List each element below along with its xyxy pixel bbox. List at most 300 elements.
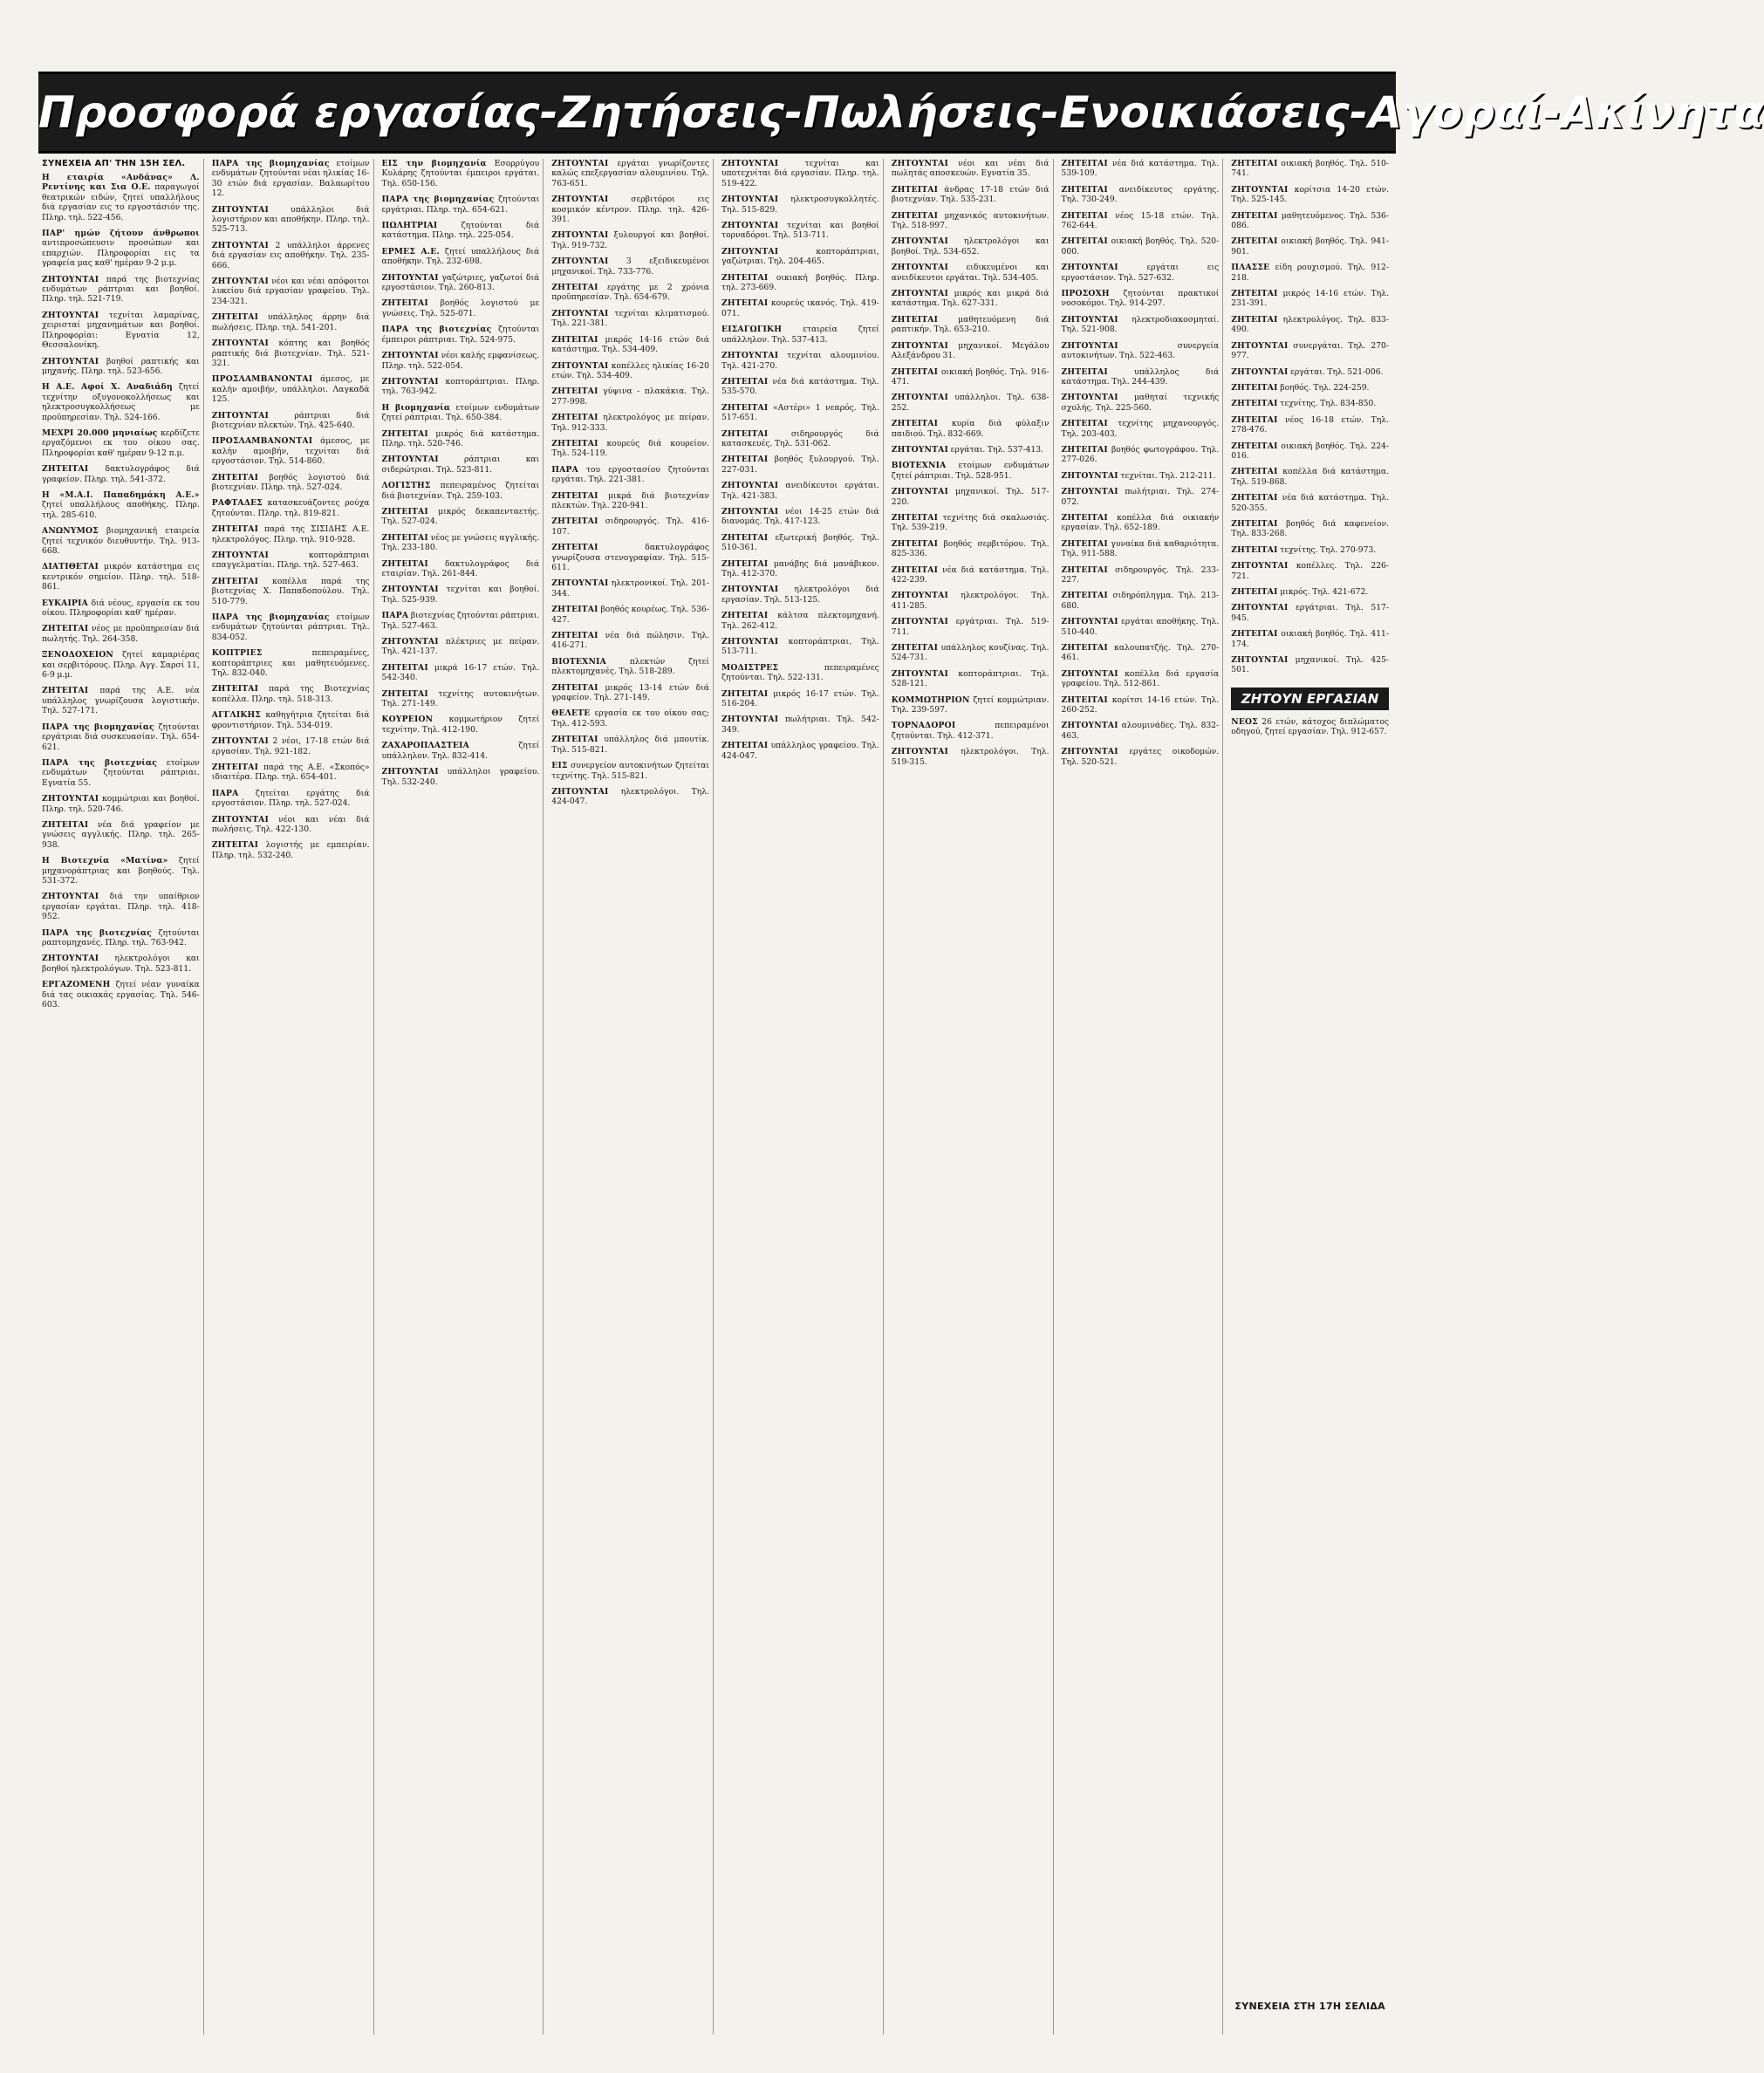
ad-text: ζητεί υπαλλήλους διά αποθήκην. Τηλ. 232-698. (381, 246, 540, 267)
ad-lead: ΖΗΤΕΙΤΑΙ (1231, 518, 1278, 529)
ad-text: μηχανικοί. Τηλ. 425-501. (1231, 655, 1389, 675)
ad-lead: ΖΗΤΟΥΝΤΑΙ (891, 289, 948, 299)
classified-ad (892, 211, 1050, 231)
ad-text: παρά της ΣΙΣΙΔΗΣ Α.Ε. ηλεκτρολόγος. Πληρ. τηλ. 910-928. (211, 524, 370, 544)
ad-lead: ΖΗΤΕΙΤΑΙ (721, 428, 769, 439)
ad-text: νέος με προϋπηρεσίαν διά πωλητής. Τηλ. 264-358. (42, 624, 200, 644)
ad-lead: ΖΗΤΕΙΤΑΙ (891, 419, 939, 429)
classified-ad (1062, 211, 1220, 231)
ad-text: νέα διά πώλησιν. Τηλ. 416-271. (551, 631, 709, 651)
ad-lead: ΕΙΣ (551, 761, 568, 771)
classified-ad (1231, 493, 1389, 513)
ad-lead: ΖΗΤΟΥΝΤΑΙ (1061, 470, 1118, 481)
classified-ad (1231, 545, 1389, 555)
classified-ad (382, 715, 540, 735)
ad-lead: ΖΗΤΟΥΝΤΑΙ (891, 393, 948, 403)
ad-lead: ΖΗΤΕΙΤΑΙ (1231, 399, 1278, 409)
classified-ad (892, 315, 1050, 335)
ad-lead: ΖΗΤΕΙΤΑΙ (1061, 236, 1108, 247)
classified-ad (42, 624, 200, 644)
ad-lead: ΖΗΤΟΥΝΤΑΙ (1231, 655, 1289, 666)
ad-lead: ΖΗΤΕΙΤΑΙ (1231, 629, 1278, 640)
ad-text: τεχνίται και βοηθοί τορναδόροι. Τηλ. 513-711. (721, 221, 879, 241)
ad-lead: ΖΗΤΕΙΤΑΙ (1231, 236, 1278, 247)
ad-lead: ΖΗΤΕΙΤΑΙ (551, 631, 598, 641)
classified-ad (1062, 591, 1220, 611)
ad-lead: ΖΗΤΕΙΤΑΙ (721, 558, 769, 569)
ad-text: νέα διά κατάστημα. Τηλ. 539-109. (1061, 159, 1220, 179)
ad-lead: Η Α.Ε. Αφοί Χ. Αναδιάδη (42, 382, 173, 393)
ad-text: κοπέλλες ηλικίας 16-20 ετών. Τηλ. 534-409. (551, 360, 709, 380)
ad-lead: ΖΗΤΕΙΤΑΙ (1061, 538, 1108, 549)
ad-lead: ΖΗΤΕΙΤΑΙ (381, 662, 428, 673)
ad-text: ετοίμων ενδυμάτων ζητούνται ράπτριαι. Τηλ. 834-052. (211, 612, 370, 642)
ad-text: παρά της Α.Ε. «Σκοπός» ιδιαιτέρα. Πληρ. τηλ. 654-401. (211, 762, 370, 783)
ad-lead: ΖΗΤΟΥΝΤΑΙ (891, 591, 948, 601)
ad-text: γαζώτριες, γαζωτοί διά εργοστάσιον. Τηλ. 260-813. (381, 272, 540, 293)
ad-text: τεχνίται αλουμινίου. Τηλ. 421-270. (721, 351, 879, 371)
ad-lead: ΖΗΤΕΙΤΑΙ (551, 517, 598, 527)
ad-text: ζητεί κομμώτριαν. Τηλ. 239-597. (891, 694, 1050, 715)
ad-lead: ΖΗΤΕΙΤΑΙ (1061, 564, 1108, 575)
ad-lead: ΠΑΡΑ της βιοτεχνίας (381, 325, 492, 335)
ad-lead: ΠΑΡΑ της βιομηχανίας (42, 722, 154, 732)
classified-ad (721, 481, 879, 501)
ad-lead: ΞΕΝΟΔΟΧΕΙΟΝ (42, 650, 114, 660)
ad-text: νέος με γνώσεις αγγλικής. Τηλ. 233-180. (381, 532, 540, 553)
ad-text: ετοίμων ενδυμάτων ζητούνται ράπτριαι. Εγνατία 55. (42, 757, 200, 788)
ad-lead: ΖΗΤΟΥΝΤΑΙ (42, 794, 99, 804)
classified-ad (212, 577, 370, 606)
classified-ad (42, 229, 200, 269)
ad-column (721, 159, 884, 2035)
ad-text: μικρά διά βιοτεχνίαν πλεκτών. Τηλ. 220-941. (551, 490, 709, 510)
ad-text: πλεκτών ζητεί πλεκτομηχανές. Τηλ. 518-289. (551, 656, 709, 677)
ad-text: εργάται. Τηλ. 537-413. (950, 444, 1044, 455)
ad-lead: ΒΙΟΤΕΧΝΙΑ (891, 461, 947, 471)
classified-ad (42, 794, 200, 814)
ad-lead: ΖΗΤΟΥΝΤΑΙ (1061, 668, 1118, 679)
classified-ad (551, 631, 709, 651)
ad-lead: ΖΗΤΕΙΤΑΙ (42, 624, 89, 634)
ad-text: οικιακή βοηθός. Τηλ. 510-741. (1231, 159, 1389, 179)
classified-ad (42, 173, 200, 222)
ad-text: βοηθός λογιστού διά βιοτεχνίαν. Πληρ. τηλ. 527-024. (211, 472, 370, 492)
ad-lead: ΖΗΤΟΥΝΤΑΙ (891, 487, 948, 497)
ad-lead: ΖΗΤΟΥΝΤΑΙ (211, 736, 269, 747)
ad-text: τεχνίτης μηχανουργός. Τηλ. 203-403. (1061, 419, 1220, 439)
ad-text: τεχνίται λαμαρίνας, χειρισταί μηχανημάτων και βοηθοί. Πληροφορίαι: Εγνατία 12, Θεσσαλονίκη. (42, 310, 200, 351)
classified-ad (551, 761, 709, 781)
ad-lead: ΖΗΤΟΥΝΤΑΙ (891, 617, 948, 627)
ad-lead: ΖΗΤΟΥΝΤΑΙ (1061, 263, 1118, 273)
ad-lead: ΤΟΡΝΑΔΟΡΟΙ (891, 721, 956, 731)
classified-ad (212, 312, 370, 332)
ad-lead: ΖΗΤΟΥΝΤΑΙ (551, 195, 609, 205)
classified-ad (1231, 415, 1389, 435)
ad-lead: ΠΡΟΣΟΧΗ (1061, 289, 1110, 299)
classified-ad (721, 741, 879, 761)
ad-lead: ΚΟΠΤΡΙΕΣ (211, 648, 263, 659)
classified-ad (212, 612, 370, 642)
ad-lead: ΖΗΤΟΥΝΤΑΙ (721, 506, 779, 517)
classified-ad (1231, 519, 1389, 539)
ad-lead: ΖΗΤΟΥΝΤΑΙ (1231, 340, 1289, 351)
ad-text: νέα διά κατάστημα. Τηλ. 422-239. (891, 564, 1050, 585)
ad-lead: ΖΗΤΕΙΤΑΙ (891, 643, 939, 653)
classified-ad (892, 695, 1050, 715)
ad-text: κοπέλλα διά εργασία γραφείου. Τηλ. 512-861. (1061, 668, 1220, 689)
ad-text: ανειδίκευτος εργάτης. Τηλ. 730-249. (1061, 184, 1220, 205)
ad-lead: ΖΗΤΕΙΤΑΙ (891, 366, 939, 377)
classified-ad (1062, 367, 1220, 387)
ad-lead: ΖΗΤΕΙΤΑΙ (551, 283, 598, 293)
classified-ad (42, 275, 200, 304)
ad-text: καλουπατζής. Τηλ. 270-461. (1061, 643, 1220, 663)
ad-lead: ΜΟΔΙΣΤΡΕΣ (721, 662, 779, 673)
ad-text: ζητεί υπαλλήλους αποθήκης. Πληρ. τηλ. 285-610. (42, 500, 200, 520)
classified-ad (892, 565, 1050, 585)
classified-ad (1231, 341, 1389, 361)
ad-text: ηλεκτρολόγος με πείραν. Τηλ. 912-333. (551, 413, 710, 433)
ad-text: του εργοστασίου ζητούνται εργάται. Τηλ. 221-381. (551, 464, 709, 485)
classified-ad (42, 928, 200, 948)
ad-lead: ΖΗΤΟΥΝΤΑΙ (721, 246, 779, 257)
classified-ad (382, 351, 540, 371)
ad-lead: ΖΗΤΟΥΝΤΑΙ (381, 351, 439, 361)
classified-ad (1062, 747, 1220, 767)
classified-ad (892, 721, 1050, 741)
classified-ad (1062, 236, 1220, 257)
classified-ad (212, 411, 370, 431)
ad-lead: ΖΗΤΟΥΝΤΑΙ (551, 786, 609, 797)
classified-ad (551, 283, 709, 303)
ad-text: ζητούνται πρακτικοί νοσοκόμοι. Τηλ. 914-297. (1061, 289, 1220, 309)
ad-text: κομμώτριαι και βοηθοί. Πληρ. τηλ. 520-746. (42, 794, 200, 814)
ad-lead: ΖΗΤΕΙΤΑΙ (551, 334, 598, 345)
classified-ad (212, 339, 370, 368)
ad-text: εξωτερική βοηθός. Τηλ. 510-361. (721, 532, 879, 553)
ad-lead: ΖΗΤΕΙΤΑΙ (1061, 419, 1108, 429)
ad-text: βοηθός κουρέως. Τηλ. 536-427. (551, 605, 710, 625)
ad-text: τεχνίτης. Τηλ. 270-973. (1280, 544, 1377, 555)
classified-ad (551, 787, 709, 807)
classified-ad (892, 185, 1050, 205)
classified-ad (1062, 471, 1220, 481)
ad-text: κορίτσι 14-16 ετών. Τηλ. 260-252. (1061, 694, 1220, 715)
classified-ad (1062, 315, 1220, 335)
classified-ad (721, 611, 879, 631)
ad-text: υπάλληλοι γραφείου. Τηλ. 532-240. (381, 767, 540, 787)
classified-ad (382, 533, 540, 553)
ad-lead: Η εταιρία «Ανδάνας» Λ. Ρεντίνης και Σια Ο.Ε. (42, 173, 200, 193)
ad-text: κομμωτήριον ζητεί τεχνίτην. Τηλ. 412-190. (381, 715, 540, 735)
classified-ad (551, 708, 709, 729)
ad-text: διά την υπαίθριον εργασίαν εργάται. Πληρ. τηλ. 418-952. (42, 892, 200, 922)
ad-text: οικιακή βοηθός. Τηλ. 520-000. (1061, 236, 1220, 257)
ads-columns (42, 159, 1392, 2035)
classified-ad (212, 205, 370, 235)
ad-text: κατασκευάζοντες ρούχα ζητούνται. Πληρ. τηλ. 819-821. (211, 498, 370, 518)
classified-ad (212, 789, 370, 809)
ad-text: υπάλληλοι διά λογιστήριον και αποθήκην. Πληρ. τηλ. 525-713. (211, 204, 370, 235)
ad-text: πεπειραμένοι ζητούνται. Τηλ. 412-371. (891, 721, 1050, 741)
ad-lead: ΖΗΤΟΥΝΤΑΙ (1061, 393, 1118, 403)
ad-text: ζητούνται εργάτριαι. Πληρ. τηλ. 654-621. (381, 195, 540, 215)
classified-ad (721, 273, 879, 293)
ad-lead: ΖΗΤΕΙΤΑΙ (551, 543, 598, 553)
ad-text: ζητούνται διά κατάστημα. Πληρ. τηλ. 225-054. (381, 221, 540, 241)
classified-ad (551, 517, 709, 537)
classified-ad (382, 455, 540, 475)
ad-lead: ΖΗΤΕΙΤΑΙ (721, 455, 769, 465)
classified-ad (212, 374, 370, 404)
ad-lead: ΖΗΤΕΙΤΑΙ (1061, 591, 1108, 601)
ad-text: μικρός 16-17 ετών. Τηλ. 516-204. (721, 688, 879, 709)
ad-text: ηλεκτρολόγοι διά εργασίαν. Τηλ. 513-125. (721, 585, 879, 605)
ad-lead: ΖΗΤΟΥΝΤΑΙ (381, 767, 439, 777)
ad-text: αλουμινάδες. Τηλ. 832-463. (1061, 721, 1220, 741)
ad-lead: ΖΗΤΟΥΝΤΑΙ (1231, 603, 1289, 613)
ad-text: ηλεκτρολόγοι και βοηθοί. Τηλ. 534-652. (891, 236, 1050, 257)
ad-text: κοπέλλες. Τηλ. 226-721. (1231, 561, 1389, 581)
ad-text: κυρία διά φύλαξιν παιδιού. Τηλ. 832-669. (891, 419, 1050, 439)
classified-ad (42, 686, 200, 715)
ad-lead: ΖΗΤΟΥΝΤΑΙ (721, 481, 779, 491)
classified-ad (551, 543, 709, 572)
ad-lead: ΖΗΤΟΥΝΤΑΙ (381, 376, 439, 387)
classified-ad (382, 403, 540, 423)
ad-text: βοηθός φωτογράφου. Τηλ. 277-026. (1061, 444, 1220, 465)
ad-text: βοηθός σερβιτόρου. Τηλ. 825-336. (891, 538, 1050, 559)
classified-ad (1062, 487, 1220, 507)
ad-text: τεχνίται και βοηθοί. Τηλ. 525-939. (381, 585, 540, 605)
ad-text: υπάλληλος κουζίνας. Τηλ. 524-731. (891, 643, 1050, 663)
ad-text: μηχανικός αυτοκινήτων. Τηλ. 518-997. (891, 210, 1050, 231)
classified-ad (382, 247, 540, 267)
classified-ad (212, 684, 370, 704)
ad-lead: ΖΗΤΕΙΤΑΙ (42, 686, 89, 696)
ad-lead: ΕΙΣ την βιομηχανία (381, 159, 487, 168)
classified-ad (892, 747, 1050, 767)
ad-lead: ΖΗΤΕΙΤΑΙ (211, 762, 259, 772)
ad-text: κοπέλλα διά κατάστημα. Τηλ. 519-868. (1231, 467, 1389, 487)
ad-lead: ΘΕΛΕΤΕ (551, 708, 591, 719)
ad-text: ηλεκτρολόγοι. Τηλ. 424-047. (551, 786, 709, 807)
ad-lead: ΖΗΤΕΙΤΑΙ (721, 611, 769, 621)
ad-text: υπάλληλος διά κατάστημα. Τηλ. 244-439. (1061, 366, 1220, 387)
ad-text: μικρός 14-16 ετών. Τηλ. 231-391. (1231, 289, 1389, 309)
classified-ad (721, 689, 879, 709)
ad-lead: ΖΗΤΕΙΤΑΙ (551, 490, 598, 501)
classified-ad (382, 221, 540, 241)
classified-ad (212, 840, 370, 860)
classified-ad (42, 526, 200, 556)
classified-ad (1231, 315, 1389, 335)
classified-ad (1062, 513, 1220, 533)
ad-column (42, 159, 204, 2035)
continuation-heading: ΣΥΝΕΧΕΙΑ ΑΠ' ΤΗΝ 15Η ΣΕΛ. (42, 159, 186, 168)
ad-lead: ΖΗΤΕΙΤΑΙ (721, 272, 769, 283)
ad-text: νέοι και νέαι διά πωλήσεις. Τηλ. 422-130. (211, 814, 370, 834)
ad-lead: ΠΑΡΑ της βιοτεχνίας (42, 757, 158, 768)
ad-text: λογιστής με εμπειρίαν. Πληρ. τηλ. 532-240. (211, 840, 370, 860)
section-box-heading: ΖΗΤΟΥΝ ΕΡΓΑΣΙΑΝ (1231, 688, 1389, 710)
classified-ad (551, 439, 709, 459)
ad-text: ζητούνται εργάτριαι διά συσκευασίαν. Τηλ. 654-621. (42, 722, 200, 752)
ad-text: μαθητευόμενη διά ραπτικήν. Τηλ. 653-210. (891, 314, 1050, 335)
classified-ad (551, 230, 709, 250)
ad-lead: ΖΗΤΟΥΝΤΑΙ (891, 747, 948, 757)
classified-ad (892, 513, 1050, 533)
ad-lead: ΖΗΤΕΙΤΑΙ (721, 402, 769, 413)
ad-lead: ΖΗΤΟΥΝΤΑΙ (211, 240, 269, 250)
classified-ad (1231, 263, 1389, 283)
ad-lead: ΠΡΟΣΛΑΜΒΑΝΟΝΤΑΙ (211, 436, 313, 447)
classified-ad (721, 507, 879, 527)
ad-text: κουρεύς ικανός. Τηλ. 419-071. (721, 298, 879, 318)
ad-lead: ΖΗΤΟΥΝΤΑΙ (1231, 561, 1289, 571)
ad-text: κερδίζετε εργαζόμενοι εκ του οίκου σας. Πληροφορίαι καθ' ημέραν 9-12 π.μ. (42, 428, 200, 458)
ad-text: κοπέλλα διά οικιακήν εργασίαν. Τηλ. 652-189. (1061, 512, 1220, 533)
classified-ad (721, 221, 879, 241)
ad-lead: ΖΗΤΕΙΤΑΙ (42, 464, 89, 475)
ad-text: ετοίμων ενδυμάτων ζητεί ράπτριαι. Τηλ. 650-384. (381, 402, 540, 423)
ad-text: ηλεκτρολόγοι και βοηθοί ηλεκτρολόγων. Τηλ. 523-811. (42, 954, 200, 974)
ad-lead: ΖΗΤΟΥΝΤΑΙ (42, 892, 99, 902)
classified-ad (212, 551, 370, 571)
ad-text: πεπειραμένος ζητείται διά βιοτεχνίαν. Τηλ. 259-103. (381, 481, 540, 501)
ad-text: κορίτσια 14-20 ετών. Τηλ. 525-145. (1231, 184, 1389, 205)
ad-lead: ΖΗΤΕΙΤΑΙ (551, 682, 598, 693)
classified-ad (721, 377, 879, 397)
ad-lead: ΠΩΛΗΤΡΙΑΙ (381, 221, 438, 231)
ad-text: κοπτοράπτριαι, γαζώτριαι. Τηλ. 204-465. (721, 246, 879, 267)
classified-ad (382, 611, 540, 631)
classified-ad (892, 591, 1050, 611)
ad-text: πωλήτριαι. Τηλ. 542-349. (721, 715, 879, 735)
classified-ad (551, 605, 709, 625)
ad-text: υπάλληλοι. Τηλ. 638-252. (891, 393, 1050, 413)
classified-ad (551, 195, 709, 224)
ad-text: νέα διά γραφείον με γνώσεις αγγλικής. Πληρ. τηλ. 265-938. (42, 819, 200, 850)
classified-ad (551, 735, 709, 755)
ad-lead: ΖΗΤΟΥΝΤΑΙ (1061, 617, 1118, 627)
ad-lead: ΖΗΤΟΥΝΤΑΙ (891, 444, 948, 455)
classified-ad (42, 650, 200, 680)
ad-text: πλέκτριες με πείραν. Τηλ. 421-137. (381, 637, 540, 657)
ad-lead: Η Βιοτεχνία «Ματίνα» (42, 856, 168, 866)
ad-text: τεχνίται και υποτεχνίται διά εργασίαν. Πληρ. τηλ. 519-422. (721, 159, 879, 188)
classified-ad (551, 657, 709, 677)
classified-ad (1231, 383, 1389, 393)
classified-ad (1062, 393, 1220, 413)
classified-ad (1231, 185, 1389, 205)
classified-ad (1231, 441, 1389, 462)
ad-text: ηλεκτρολόγοι. Τηλ. 519-315. (891, 747, 1050, 767)
ad-text: υπάλληλος άρρην διά πωλήσεις. Πληρ. τηλ. 541-201. (211, 312, 370, 332)
ad-lead: ΠΑΡΑ της βιομηχανίας (211, 612, 330, 623)
ad-lead: ΖΗΤΕΙΤΑΙ (1061, 184, 1108, 195)
classified-ad (382, 741, 540, 761)
ad-text: 2 υπάλληλοι άρρενες διά εργασίαν εις αποθήκην. Τηλ. 235-666. (211, 240, 370, 270)
ad-lead: ΖΗΤΟΥΝΤΑΙ (891, 668, 948, 679)
ad-text: πεπειραμένες ζητούνται. Τηλ. 522-131. (721, 662, 879, 683)
ad-lead: ΖΗΤΕΙΤΑΙ (1061, 512, 1108, 523)
section-banner (38, 72, 1764, 154)
classified-ad (1062, 419, 1220, 439)
classified-ad (1231, 289, 1389, 309)
classified-ad (892, 539, 1050, 559)
ad-text: βιομηχανική εταιρεία ζητεί τεχνικόν διευθυντήν. Τηλ. 913-668. (42, 526, 200, 556)
classified-ad (892, 263, 1050, 283)
ad-lead: ΖΗΤΕΙΤΑΙ (721, 741, 769, 751)
ad-lead: ΒΙΟΤΕΧΝΙΑ (551, 656, 606, 667)
classified-ad (1231, 236, 1389, 257)
classified-ad (382, 559, 540, 579)
ad-lead: ΖΗΤΕΙΤΑΙ (721, 298, 769, 309)
ad-text: 3 εξειδικευμένοι μηχανικοί. Τηλ. 733-776. (551, 257, 709, 277)
classified-ad (892, 341, 1050, 361)
ad-lead: ΖΗΤΟΥΝΤΑΙ (551, 360, 609, 371)
ad-lead: ΖΗΤΕΙΤΑΙ (381, 506, 428, 517)
ad-text: βοηθός διά καφενείον. Τηλ. 833-268. (1231, 518, 1389, 539)
classified-ad (382, 429, 540, 449)
classified-ad (42, 856, 200, 886)
ad-lead: ΕΡΜΕΣ Α.Ε. (381, 246, 440, 257)
ad-lead: ΖΗΤΕΙΤΑΙ (211, 840, 259, 851)
ad-text: εργάτριαι. Τηλ. 519-711. (891, 617, 1050, 637)
ad-lead: ΖΗΤΟΥΝΤΑΙ (721, 637, 779, 647)
ad-lead: ΖΗΤΕΙΤΑΙ (1061, 159, 1108, 168)
ad-lead: ΖΗΤΕΙΤΑΙ (1231, 414, 1278, 425)
ad-lead: ΖΗΤΕΙΤΑΙ (891, 184, 939, 195)
ad-text: δακτυλογράφος διά γραφείον. Πληρ. τηλ. 541-372. (42, 464, 200, 484)
ad-text: πωλήτριαι. Τηλ. 274-072. (1061, 487, 1220, 507)
ad-text: αντιπροσώπευσιν προσώπων και επαρχιών. Πληροφορίαι εις τα γραφεία μας καθ' ημέραν 9-2 μ.μ. (42, 238, 200, 269)
ad-text: άνδρας 17-18 ετών διά βιοτεχνίαν. Τηλ. 535-231. (891, 184, 1050, 205)
classified-ad (1231, 367, 1389, 377)
ad-text: κοπτοράπτριαι επαγγελματίαι. Πληρ. τηλ. 527-463. (211, 551, 370, 571)
ad-text: εργασία εκ του οίκου σας; Τηλ. 412-593. (551, 708, 709, 729)
ad-lead: ΖΗΤΟΥΝΤΑΙ (211, 339, 269, 349)
ad-lead: ΛΟΓΙΣΤΗΣ (381, 481, 431, 491)
ad-text: διά νέους, εργασία εκ του οίκου. Πληροφορίαι καθ' ημέραν. (42, 598, 200, 619)
ad-column (892, 159, 1054, 2035)
classified-ad (1231, 717, 1389, 737)
ad-lead: ΖΗΤΕΙΤΑΙ (381, 428, 428, 439)
ad-lead: ΕΥΚΑΙΡΙΑ (42, 598, 88, 608)
ad-text: μικρά 16-17 ετών. Τηλ. 542-340. (381, 662, 540, 683)
ad-column (551, 159, 714, 2035)
ad-text: ηλεκτροσυγκολλητές. Τηλ. 515-829. (721, 195, 879, 215)
ad-text: ράπτριαι διά βιοτεχνίαν πλεκτών. Τηλ. 425-640. (211, 410, 370, 430)
ad-text: κοπτοράπτριαι. Πληρ. τηλ. 763-942. (381, 376, 540, 397)
ad-lead: ΖΗΤΕΙΤΑΙ (551, 438, 598, 448)
classified-ad (1231, 399, 1389, 408)
ad-lead: ΖΗΤΕΙΤΑΙ (891, 538, 939, 549)
ad-column (212, 159, 374, 2035)
ad-text: τεχνίται. Τηλ. 212-211. (1120, 470, 1216, 481)
classified-ad (1231, 603, 1389, 623)
ad-text: ετοίμων ενδυμάτων ζητούνται νέαι ηλικίας 16-30 ετών διά εργασίαν. Βαλαωρίτου 12. (211, 159, 370, 199)
ad-lead: ΖΗΤΕΙΤΑΙ (211, 684, 259, 694)
ad-lead: ΖΗΤΕΙΤΑΙ (381, 558, 428, 569)
ad-text: γυναίκα διά καθαριότητα. Τηλ. 911-588. (1061, 538, 1220, 559)
ad-lead: ΖΗΤΕΙΤΑΙ (211, 472, 259, 482)
ad-text: νέα διά κατάστημα. Τηλ. 520-355. (1231, 493, 1390, 513)
ad-lead: ΖΗΤΟΥΝΤΑΙ (1231, 184, 1289, 195)
